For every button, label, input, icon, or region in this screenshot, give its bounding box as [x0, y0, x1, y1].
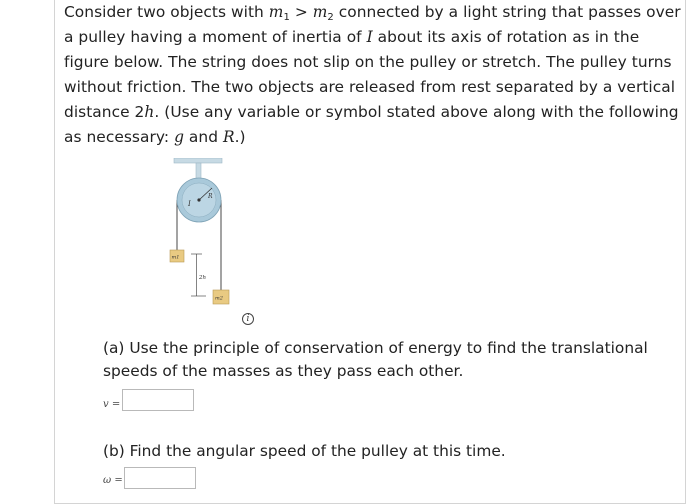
problem-text: . (Use any variable or symbol stated above along with the following as necessary: [64, 103, 679, 146]
problem-text: about its axis of rotation as in the figure below. The string does not slip on the pulley or stretch. The pulley turns without friction. The two objects are released from rest separated by a vertical distance 2 [64, 28, 676, 121]
mass-m2-label: m2 [215, 295, 223, 302]
answer-b-input[interactable] [124, 467, 196, 489]
greater-than: > [289, 3, 313, 21]
inertia-label: I [188, 200, 191, 208]
var-inertia: I [366, 28, 373, 46]
mass-m1-label: m1 [171, 254, 180, 261]
var-h: h [144, 103, 155, 121]
sub-2: 2 [327, 12, 334, 23]
var-m2: m [312, 3, 328, 21]
problem-text: connected by a light string that passes over a pulley having a moment of inertia of [64, 3, 681, 46]
var-g: g [174, 128, 184, 146]
answer-a-label: v = [103, 399, 121, 410]
part-a-question: (a) Use the principle of conservation of energy to find the translational speeds of the masses as they pass each other. [103, 339, 648, 380]
answer-b-label: ω = [103, 475, 123, 486]
pulley-figure [160, 158, 270, 328]
var-m1: m [268, 3, 284, 21]
part-b-question: (b) Find the angular speed of the pulley at this time. [103, 442, 506, 460]
radius-label: R [208, 193, 213, 200]
answer-a-input[interactable] [122, 389, 194, 411]
ceiling-bar [174, 158, 222, 163]
info-icon[interactable]: i [242, 313, 254, 325]
problem-statement [64, 0, 684, 150]
problem-text: and [183, 128, 223, 146]
problem-text: .) [234, 128, 246, 146]
pulley-bracket [196, 163, 201, 179]
distance-2h-label: 2h [199, 275, 207, 281]
sub-1: 1 [283, 12, 290, 23]
var-r: R [222, 128, 235, 146]
problem-text: Consider two objects with [64, 3, 269, 21]
